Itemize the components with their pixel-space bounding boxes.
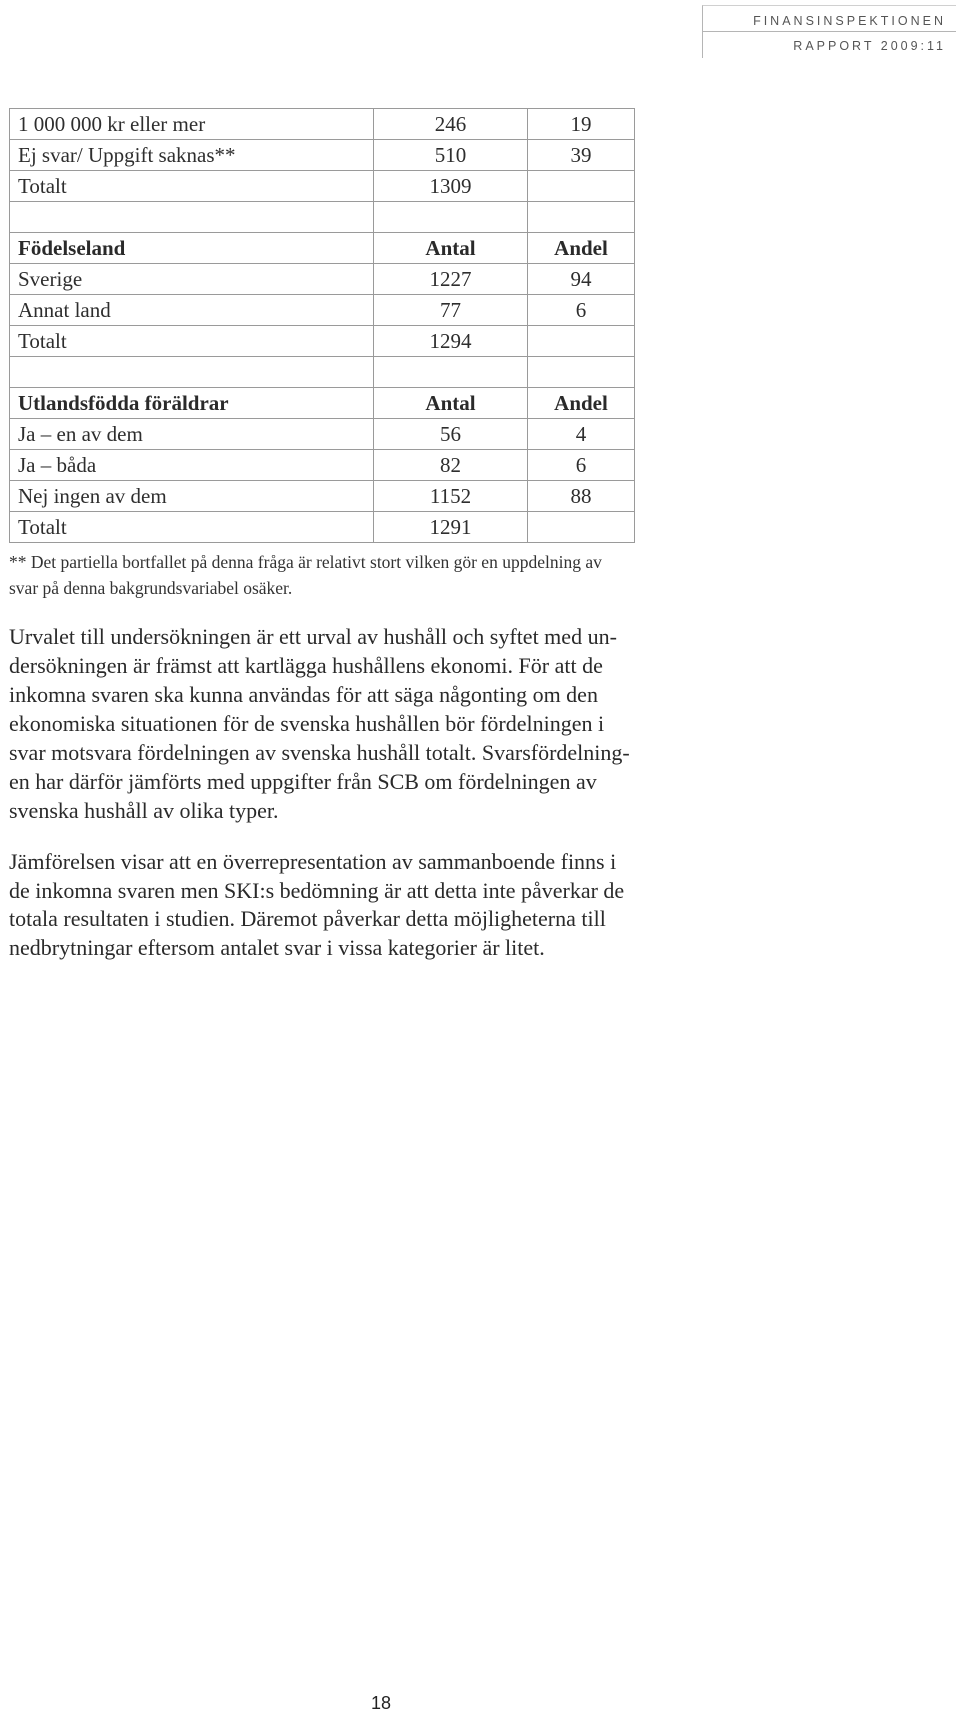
row-share: 39 <box>528 140 635 171</box>
paragraph-line: Urvalet till undersökningen är ett urval av hushåll och syftet med un- <box>9 624 617 649</box>
running-header <box>702 5 956 58</box>
row-count: 1294 <box>374 326 528 357</box>
row-label: Ja – båda <box>10 450 374 481</box>
column-heading-count: Antal <box>374 233 528 264</box>
row-count: 77 <box>374 295 528 326</box>
row-label <box>10 202 374 233</box>
section-heading: Utlandsfödda föräldrar <box>10 388 374 419</box>
row-label: Annat land <box>10 295 374 326</box>
table-row <box>10 264 635 295</box>
header-divider <box>703 31 956 32</box>
table-row-total <box>10 512 635 543</box>
paragraph-line: en har därför jämförts med uppgifter från SCB om fördelningen av <box>9 769 597 794</box>
row-share: 4 <box>528 419 635 450</box>
table-row <box>10 419 635 450</box>
row-label: Sverige <box>10 264 374 295</box>
row-count: 82 <box>374 450 528 481</box>
paragraph-line: svenska hushåll av olika typer. <box>9 798 279 823</box>
row-share: 19 <box>528 109 635 140</box>
row-count <box>374 357 528 388</box>
row-label: Totalt <box>10 326 374 357</box>
paragraph-line: dersökningen är främst att kartlägga hushållens ekonomi. För att de <box>9 653 603 678</box>
table-row-total <box>10 171 635 202</box>
row-share <box>528 326 635 357</box>
row-label: Totalt <box>10 512 374 543</box>
page-number: 18 <box>371 1693 392 1713</box>
header-report-number: RAPPORT 2009:11 <box>793 39 946 53</box>
paragraph-line: svar motsvara fördelningen av svenska hushåll totalt. Svarsfördelning- <box>9 740 630 765</box>
row-count: 510 <box>374 140 528 171</box>
paragraph-line: inkomna svaren ska kunna användas för att säga någonting om den <box>9 682 598 707</box>
row-count: 1309 <box>374 171 528 202</box>
row-share <box>528 357 635 388</box>
table-row <box>10 295 635 326</box>
paragraph-line: totala resultaten i studien. Däremot påverkar detta möjligheterna till <box>9 906 606 931</box>
table-row-spacer <box>10 357 635 388</box>
row-count: 1227 <box>374 264 528 295</box>
row-label <box>10 357 374 388</box>
row-share: 94 <box>528 264 635 295</box>
footnote-line: svar på denna bakgrundsvariabel osäker. <box>9 578 293 598</box>
row-label: Nej ingen av dem <box>10 481 374 512</box>
body-paragraph <box>9 622 630 825</box>
footnote-line: ** Det partiella bortfallet på denna fråga är relativt stort vilken gör en uppdelning av <box>9 552 602 572</box>
table-section-header-foreign-parents <box>10 388 635 419</box>
row-share <box>528 512 635 543</box>
table-section-header-birth-country <box>10 233 635 264</box>
row-count: 246 <box>374 109 528 140</box>
header-organization: FINANSINSPEKTIONEN <box>753 14 946 28</box>
row-share: 88 <box>528 481 635 512</box>
section-heading: Födelseland <box>10 233 374 264</box>
row-label: 1 000 000 kr eller mer <box>10 109 374 140</box>
table-footnote <box>9 549 602 601</box>
row-count: 56 <box>374 419 528 450</box>
row-share <box>528 171 635 202</box>
table-row <box>10 109 635 140</box>
body-paragraph <box>9 848 624 962</box>
table-row <box>10 450 635 481</box>
row-count: 1152 <box>374 481 528 512</box>
row-count: 1291 <box>374 512 528 543</box>
paragraph-line: nedbrytningar eftersom antalet svar i vissa kategorier är litet. <box>9 934 545 960</box>
row-label: Ja – en av dem <box>10 419 374 450</box>
paragraph-line: de inkomna svaren men SKI:s bedömning är att detta inte påverkar de <box>9 877 625 903</box>
column-heading-share: Andel <box>528 388 635 419</box>
table-row-spacer <box>10 202 635 233</box>
row-label: Totalt <box>10 171 374 202</box>
row-count <box>374 202 528 233</box>
column-heading-share: Andel <box>528 233 635 264</box>
row-share: 6 <box>528 450 635 481</box>
row-share <box>528 202 635 233</box>
table-row-total <box>10 326 635 357</box>
row-share: 6 <box>528 295 635 326</box>
paragraph-line: Jämförelsen visar att en överrepresentation av sammanboende finns i <box>9 849 617 874</box>
table-row <box>10 481 635 512</box>
paragraph-line: ekonomiska situationen för de svenska hushållen bör fördelningen i <box>9 711 605 736</box>
row-label: Ej svar/ Uppgift saknas** <box>10 140 374 171</box>
table-row <box>10 140 635 171</box>
column-heading-count: Antal <box>374 388 528 419</box>
statistics-table <box>9 108 635 543</box>
